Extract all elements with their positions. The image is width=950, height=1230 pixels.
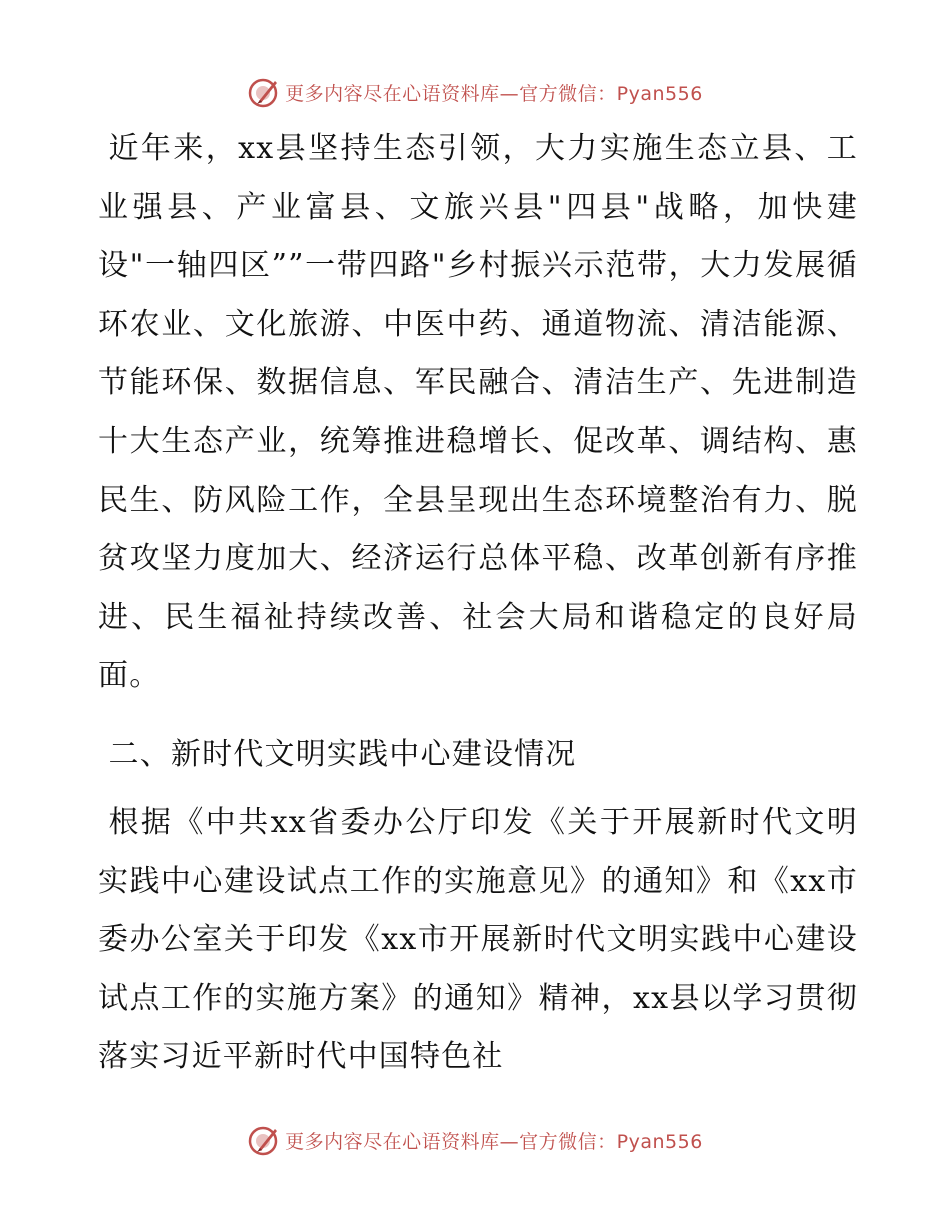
document-body bbox=[98, 120, 858, 1087]
banner-text: 更多内容尽在心语资料库—官方微信：Pyan556 bbox=[285, 1130, 703, 1153]
section-heading: 二、新时代文明实践中心建设情况 bbox=[108, 736, 577, 772]
paragraph-2: 根据《中共xx省委办公厅印发《关于开展新时代文明实践中心建设试点工作的实施意见》的通知》和《xx市委办公室关于印发《xx市开展新时代文明实践中心建设试点工作的实施方案》的通知》精神，xx县以学习贯彻落实习近平新时代中国特色社 bbox=[98, 804, 858, 1075]
footer-banner bbox=[0, 1120, 950, 1160]
paragraph-1: 近年来，xx县坚持生态引领，大力实施生态立县、工业强县、产业富县、文旅兴县"四县"战略，加快建设"一轴四区””一带四路"乡村振兴示范带，大力发展循环农业、文化旅游、中医中药、通道物流、清洁能源、节能环保、数据信息、军民融合、清洁生产、先进制造十大生态产业，统筹推进稳增长、促改革、调结构、惠民生、防风险工作，全县呈现出生态环境整治有力、脱贫攻坚力度加大、经济运行总体平稳、改革创新有序推进、民生福祉持续改善、社会大局和谐稳定的良好局面。 bbox=[98, 131, 858, 694]
quill-seal-logo-icon bbox=[247, 75, 281, 109]
quill-seal-logo-icon bbox=[247, 1123, 281, 1157]
banner-text: 更多内容尽在心语资料库—官方微信：Pyan556 bbox=[285, 82, 703, 105]
header-banner bbox=[0, 72, 950, 112]
